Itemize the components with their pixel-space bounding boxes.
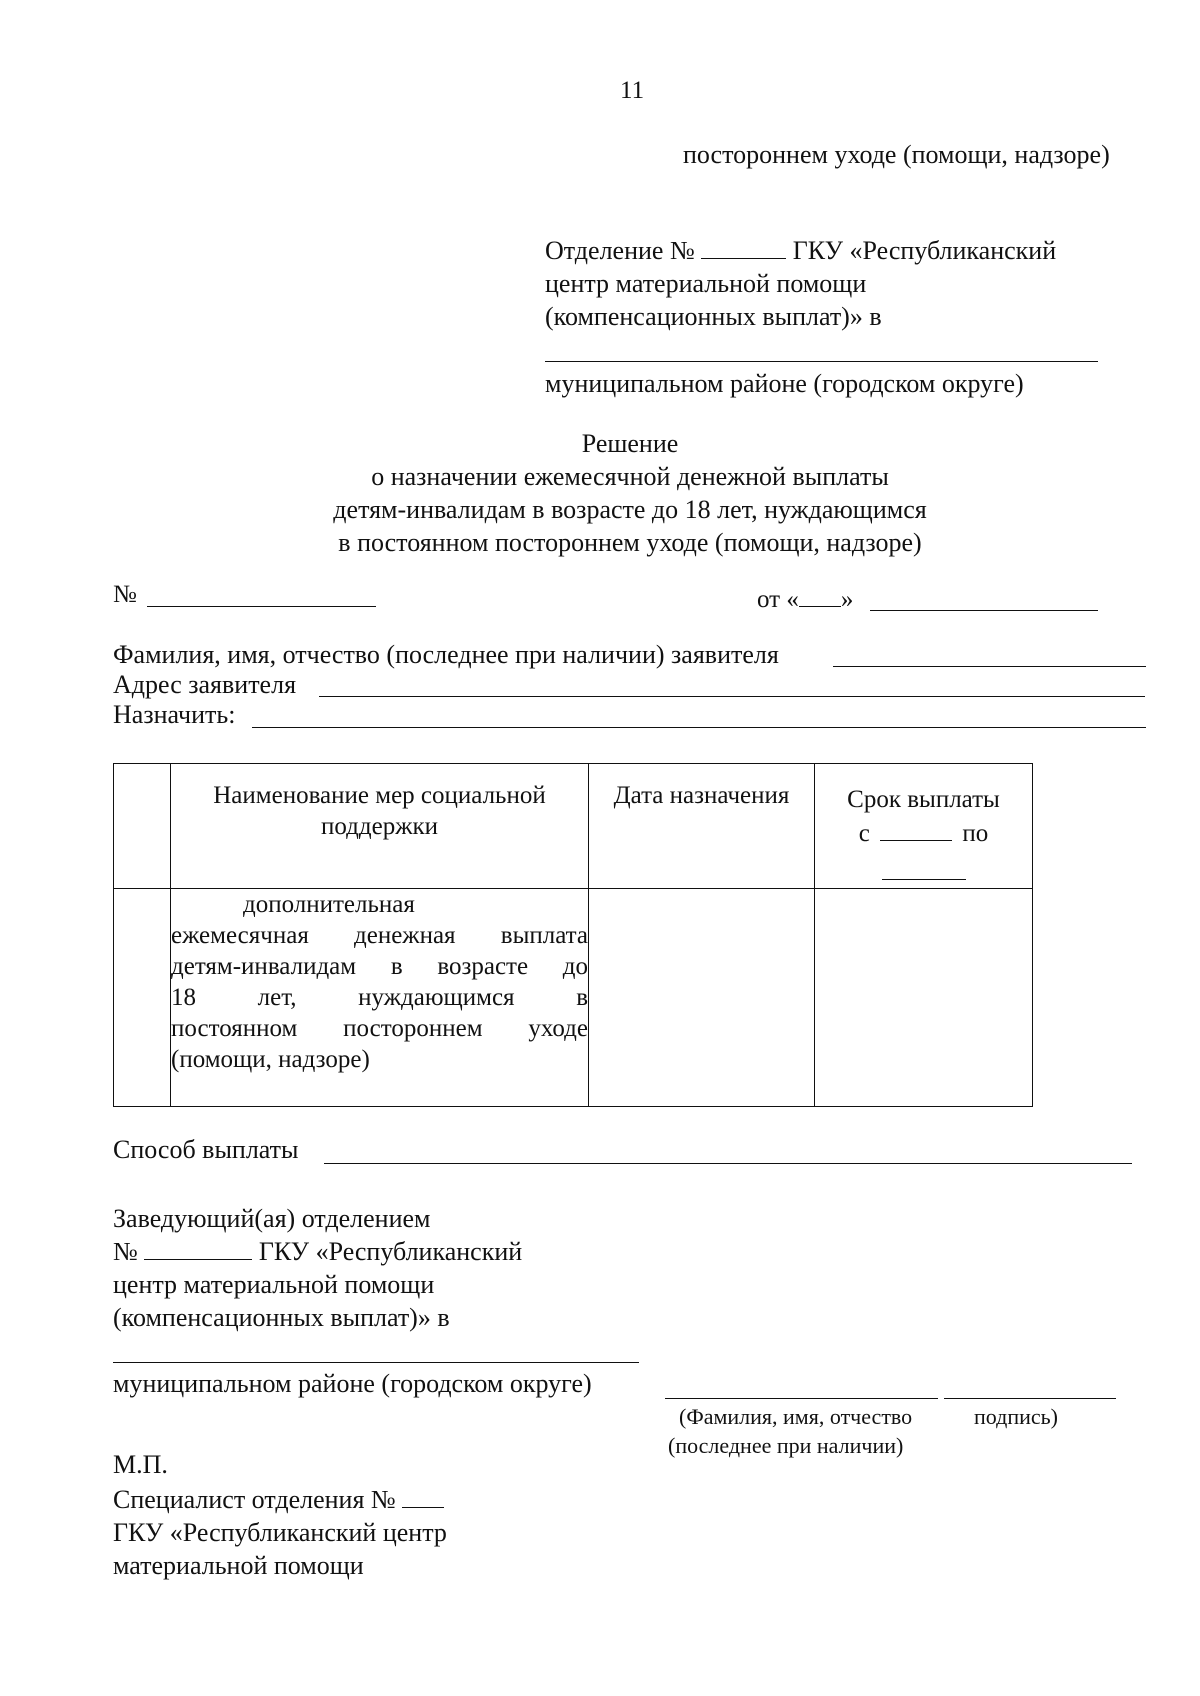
caption-sign: подпись) <box>974 1404 1059 1429</box>
row-date-cell[interactable] <box>589 889 815 1107</box>
header-date-cell <box>589 764 815 889</box>
header-measures-line1: Наименование мер социальной <box>213 782 546 809</box>
date-day-blank[interactable] <box>799 606 841 607</box>
row-line-3: детям-инвалидам в возрасте до <box>171 953 588 980</box>
addressee-line1-suffix: ГКУ «Республиканский <box>792 236 1057 265</box>
table-header-row <box>114 764 1033 889</box>
date-label <box>757 587 853 612</box>
row-index-cell <box>114 889 171 1107</box>
addressee-line2: центр материальной помощи <box>545 269 867 298</box>
stamp-label: М.П. <box>113 1450 168 1479</box>
header-date: Дата назначения <box>613 782 790 809</box>
header-term-line1: Срок выплаты <box>847 786 1000 813</box>
head-municipality-blank[interactable] <box>113 1362 639 1363</box>
title-line3: в постоянном постороннем уходе (помощи, надзоре) <box>338 528 922 557</box>
specialist-line2: ГКУ «Республиканский центр <box>113 1518 447 1547</box>
applicant-name-label: Фамилия, имя, отчество (последнее при наличии) заявителя <box>113 640 779 669</box>
header-term-to: по <box>962 820 989 847</box>
addressee-line1-prefix: Отделение № <box>545 236 695 265</box>
table-row <box>114 889 1033 1107</box>
title-line2: детям-инвалидам в возрасте до 18 лет, нуждающимся <box>333 495 927 524</box>
specialist-line3: материальной помощи <box>113 1551 364 1580</box>
head-line3: центр материальной помощи <box>113 1270 435 1299</box>
applicant-address-label: Адрес заявителя <box>113 670 297 699</box>
date-close-label: » <box>840 586 854 613</box>
header-tail: постороннем уходе (помощи, надзоре) <box>683 140 1110 169</box>
row-line-4: 18 лет, нуждающимся в <box>171 984 588 1011</box>
municipality-blank[interactable] <box>545 361 1098 362</box>
department-number-blank[interactable] <box>701 258 786 259</box>
head-signature-field[interactable] <box>944 1398 1116 1399</box>
head-line2-suffix: ГКУ «Республиканский <box>258 1237 523 1266</box>
header-index-cell <box>114 764 171 889</box>
applicant-name-field[interactable] <box>833 666 1146 667</box>
head-department-number-blank[interactable] <box>144 1259 252 1260</box>
row-term-cell[interactable] <box>815 889 1033 1107</box>
title-word: Решение <box>581 429 679 458</box>
header-measures-cell <box>171 764 589 889</box>
row-line-1: дополнительная <box>243 891 415 918</box>
page-number: 11 <box>620 77 645 104</box>
row-line-6: (помощи, надзоре) <box>171 1046 370 1073</box>
head-name-field[interactable] <box>665 1398 938 1399</box>
measures-table <box>113 763 1033 1107</box>
header-term-cell <box>815 764 1033 889</box>
addressee-line3: (компенсационных выплат)» в <box>545 302 882 331</box>
row-line-5: постоянном постороннем уходе <box>171 1015 588 1042</box>
title-line1: о назначении ежемесячной денежной выплаты <box>371 462 889 491</box>
payment-method-label: Способ выплаты <box>113 1135 299 1164</box>
term-to-blank[interactable] <box>882 879 966 880</box>
header-measures-line2: поддержки <box>321 813 438 840</box>
applicant-address-field[interactable] <box>319 696 1145 697</box>
head-line4: (компенсационных выплат)» в <box>113 1303 450 1332</box>
caption-name-line2: (последнее при наличии) <box>668 1433 904 1458</box>
addressee-line4: муниципальном районе (городском округе) <box>545 369 1024 398</box>
payment-method-field[interactable] <box>324 1163 1132 1164</box>
head-line1: Заведующий(ая) отделением <box>113 1204 431 1233</box>
caption-name-line1: (Фамилия, имя, отчество <box>679 1404 913 1429</box>
specialist-line1: Специалист отделения № <box>113 1485 396 1514</box>
term-from-blank[interactable] <box>880 840 952 841</box>
assign-field[interactable] <box>252 727 1146 728</box>
number-label: № <box>113 581 137 608</box>
head-line5: муниципальном районе (городском округе) <box>113 1369 592 1398</box>
head-line2-prefix: № <box>113 1237 138 1266</box>
specialist-department-blank[interactable] <box>402 1507 444 1508</box>
row-measure-cell <box>171 889 589 1107</box>
row-line-2: ежемесячная денежная выплата <box>171 922 588 949</box>
header-term-from: с <box>858 820 870 847</box>
decision-number-blank[interactable] <box>147 606 376 607</box>
assign-label: Назначить: <box>113 700 236 729</box>
date-from-label: от « <box>757 586 799 613</box>
date-month-year-blank[interactable] <box>870 610 1098 611</box>
